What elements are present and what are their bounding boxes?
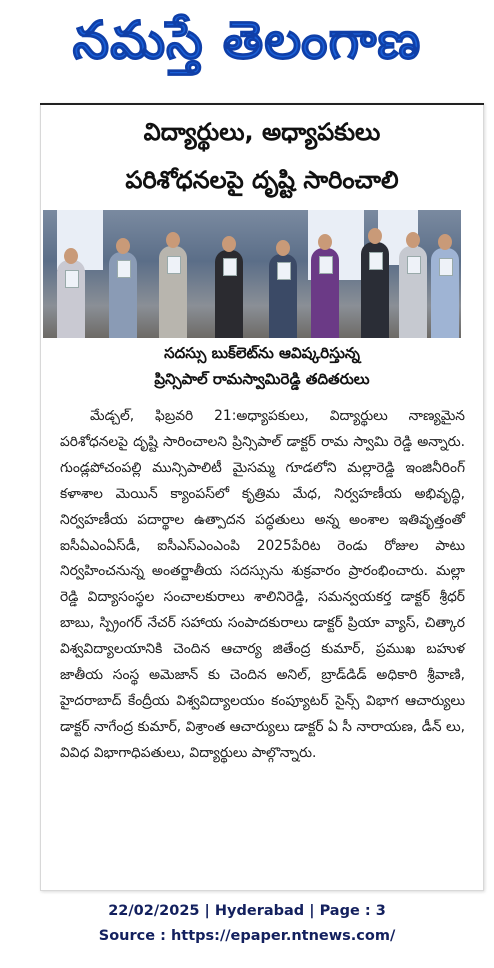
source-link[interactable]: Source : https://epaper.ntnews.com/	[98, 928, 396, 944]
person-9-head	[438, 234, 452, 250]
person-2-head	[116, 238, 130, 254]
masthead-title: నమస్తే తెలంగాణ	[72, 11, 422, 71]
headline-line-2: పరిశోధనలపై దృష్టి సారించాలి	[125, 166, 399, 194]
edition-info: 22/02/2025 | Hyderabad | Page : 3	[108, 903, 386, 919]
person-6-head	[318, 234, 332, 250]
booklet	[277, 262, 291, 280]
booklet	[407, 256, 421, 274]
article-photo	[43, 210, 461, 338]
booklet	[439, 258, 453, 276]
person-5-head	[276, 240, 290, 256]
booklet	[65, 270, 79, 288]
booklet	[167, 256, 181, 274]
person-7-head	[368, 228, 382, 244]
photo-caption-line-2: ప్రిన్సిపాల్ రామస్వామిరెడ్డి తదితరులు	[154, 370, 370, 388]
headline-line-1: విద్యార్థులు, అధ్యాపకులు	[143, 118, 381, 146]
person-1-head	[64, 248, 78, 264]
person-8-head	[406, 232, 420, 248]
article-top-rule	[40, 103, 484, 105]
person-3-head	[166, 232, 180, 248]
person-4-head	[222, 236, 236, 252]
photo-caption-line-1: సదస్సు బుక్‌లెట్‌ను ఆవిష్కరిస్తున్న	[164, 344, 360, 362]
article-body	[60, 404, 465, 767]
article-paragraph: మేడ్చల్, ఫిబ్రవరి 21:అధ్యాపకులు, విద్యార్థులు నాణ్యమైన పరిశోధనలపై దృష్టి సారించాలని ప్రిన్సిపాల్ డాక్టర్ రామ స్వామి రెడ్డి అన్నారు. గుండ్లపోచంపల్లి మున్సిపాలిటీ మైసమ్మ గూడలోని మల్లారెడ్డి ఇంజినీరింగ్ కళాశాల మెయిన్ క్యాంపస్‌లో కృత్రిమ మేధ, నిర్వహణీయ అభివృద్ధి, నిర్వహణీయ పదార్థాల ఉత్పాదన పద్ధతులు అన్న అంశాల ఇతివృత్తంతో ఐసీఏఎంఏస్‌డీ, ఐసీఎస్ఎంఎంపి 2025పేరిట రెండు రోజుల పాటు నిర్వహించనున్న అంతర్జాతీయ సదస్సును శుక్రవారం ప్రారంభించారు. మల్లా రెడ్డి విద్యాసంస్థల సంచాలకురాలు శాలినిరెడ్డి, సమన్వయకర్త డాక్టర్ శ్రీధర్ బాబు, స్ప్రింగర్ నేచర్ సహాయ సంపాదకురాలు డాక్టర్ ప్రియా వ్యాస్, చిత్కార విశ్వవిద్యాలయానికి చెందిన ఆచార్య జితేంద్ర కుమార్, ప్రముఖ బహుళ జాతీయ సంస్థ అమెజాన్ కు చెందిన అనిల్, బ్రాడ్‌డిడ్ అధికారి శ్రీవాణి, హైదరాబాద్ కేంద్రీయ విశ్వవిద్యాలయం కంప్యూటర్ సైన్స్ విభాగ ఆచార్యులు డాక్టర్ నాగేంద్ర కుమార్, విశ్రాంత ఆచార్యులు డాక్టర్ ఏ సీ నారాయణ, డీన్ లు, వివిధ విభాగాధిపతులు, విద్యార్థులు పాల్గొన్నారు.	[60, 408, 465, 761]
booklet	[117, 260, 131, 278]
newspaper-masthead	[0, 0, 494, 82]
booklet	[319, 256, 333, 274]
booklet	[369, 252, 383, 270]
booklet	[223, 258, 237, 276]
